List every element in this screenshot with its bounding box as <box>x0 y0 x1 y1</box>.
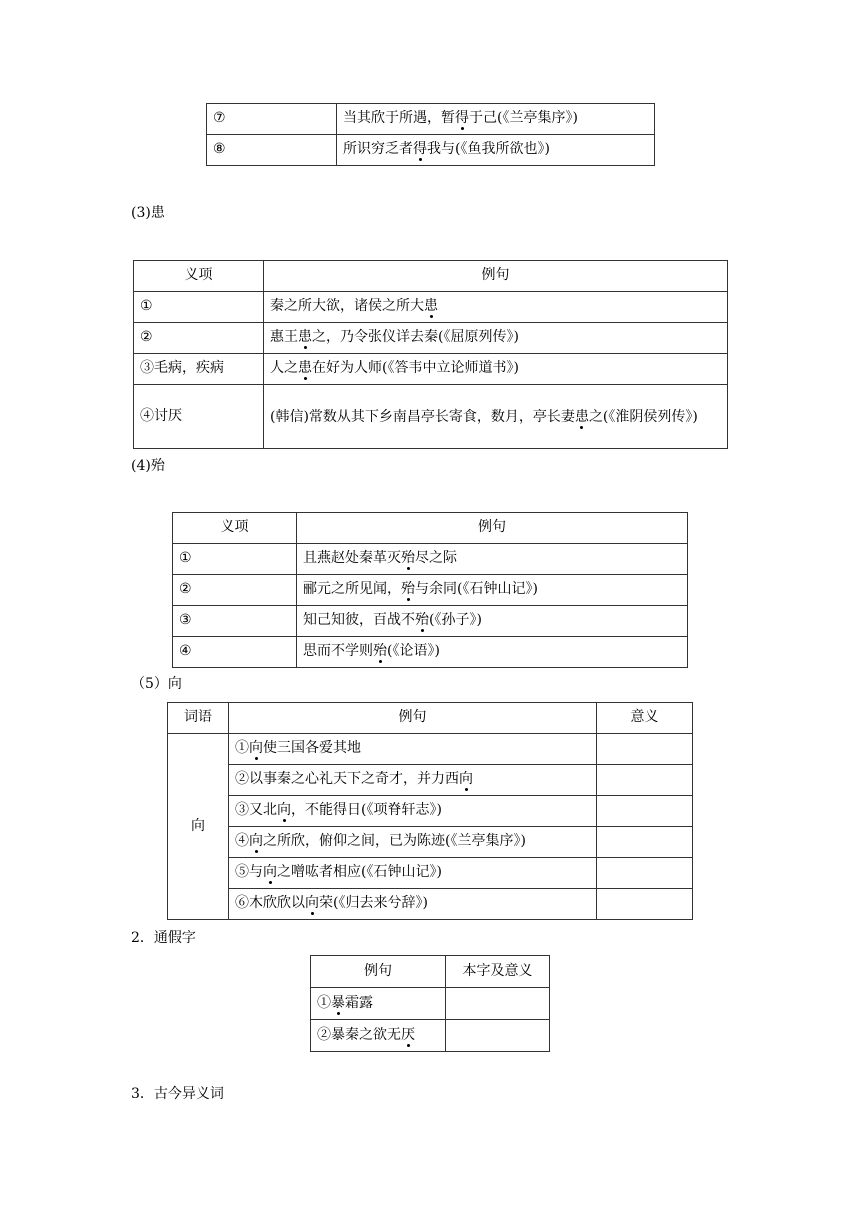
column-header: 例句 <box>264 261 728 292</box>
meaning-cell: ③ <box>173 606 297 637</box>
meaning-cell: ② <box>173 575 297 606</box>
table-row <box>134 323 728 354</box>
meaning-cell: ④ <box>173 637 297 668</box>
column-header: 例句 <box>311 956 446 988</box>
table-row <box>168 734 693 765</box>
meaning-cell: ⑧ <box>207 135 337 166</box>
example-cell: ④向之所欣，俯仰之间，已为陈迹(《兰亭集序》) <box>229 827 597 858</box>
table-row <box>173 637 688 668</box>
table-row <box>168 796 693 827</box>
emphasis-char: 向 <box>263 864 277 881</box>
answer-cell[interactable] <box>597 734 693 765</box>
example-cell: 惠王患之，乃令张仪详去秦(《屈原列传》) <box>264 323 728 354</box>
table-row <box>168 827 693 858</box>
section-heading-tongjiazi: 2．通假字 <box>131 930 196 946</box>
emphasis-char: 殆 <box>373 643 387 660</box>
answer-cell[interactable] <box>446 1020 550 1052</box>
table-row <box>173 544 688 575</box>
section-heading-huan: (3)患 <box>131 205 165 221</box>
meaning-cell: ① <box>134 292 264 323</box>
table-header-row <box>311 956 550 988</box>
section-heading-gujin: 3．古今异义词 <box>131 1086 224 1102</box>
emphasis-char: 得 <box>455 110 469 127</box>
example-cell: 当其欣于所遇，暂得于己(《兰亭集序》) <box>337 104 655 135</box>
table-row <box>134 385 728 449</box>
table-top <box>206 103 655 166</box>
emphasis-char: 得 <box>413 141 427 158</box>
section-heading-xiang: （5）向 <box>131 676 182 692</box>
table-row <box>311 988 550 1020</box>
example-cell: ⑥木欣欣以向荣(《归去来兮辞》) <box>229 889 597 920</box>
table-huan <box>133 260 728 449</box>
answer-cell[interactable] <box>597 827 693 858</box>
emphasis-char: 向 <box>305 895 319 912</box>
table-row <box>207 135 655 166</box>
emphasis-char: 患 <box>424 298 438 315</box>
table-header-row <box>134 261 728 292</box>
example-cell: 人之患在好为人师(《答韦中立论师道书》) <box>264 354 728 385</box>
table-row <box>311 1020 550 1052</box>
meaning-cell: ① <box>173 544 297 575</box>
column-header: 义项 <box>134 261 264 292</box>
table-header-row <box>168 703 693 734</box>
emphasis-char: 殆 <box>401 550 415 567</box>
meaning-cell: ③毛病，疾病 <box>134 354 264 385</box>
column-header: 例句 <box>229 703 597 734</box>
answer-cell[interactable] <box>446 988 550 1020</box>
table-row <box>173 575 688 606</box>
emphasis-char: 患 <box>298 329 312 346</box>
emphasis-char: 向 <box>249 833 263 850</box>
table-row <box>168 889 693 920</box>
word-cell: 向 <box>168 734 229 920</box>
table-tongjiazi <box>310 955 550 1052</box>
table-row <box>134 292 728 323</box>
emphasis-char: 暴 <box>331 994 345 1011</box>
example-cell: ⑤与向之噌吰者相应(《石钟山记》) <box>229 858 597 889</box>
example-cell: 秦之所大欲，诸侯之所大患 <box>264 292 728 323</box>
answer-cell[interactable] <box>597 889 693 920</box>
emphasis-char: 向 <box>459 771 473 788</box>
answer-cell[interactable] <box>597 796 693 827</box>
meaning-cell: ⑦ <box>207 104 337 135</box>
emphasis-char: 患 <box>574 408 589 425</box>
meaning-cell: ② <box>134 323 264 354</box>
example-cell: ②以事秦之心礼天下之奇才，并力西向 <box>229 765 597 796</box>
emphasis-char: 殆 <box>401 581 415 598</box>
emphasis-char: 殆 <box>415 612 429 629</box>
answer-cell[interactable] <box>597 765 693 796</box>
column-header: 例句 <box>297 513 688 544</box>
section-heading-dai: (4)殆 <box>131 458 165 474</box>
example-cell: ③又北向，不能得日(《项脊轩志》) <box>229 796 597 827</box>
column-header: 词语 <box>168 703 229 734</box>
emphasis-char: 患 <box>298 360 312 377</box>
column-header: 义项 <box>173 513 297 544</box>
emphasis-char: 向 <box>277 802 291 819</box>
table-row <box>134 354 728 385</box>
example-cell: 思而不学则殆(《论语》) <box>297 637 688 668</box>
table-dai <box>172 512 688 668</box>
example-cell: ②暴秦之欲无厌 <box>311 1020 446 1052</box>
meaning-cell: ④讨厌 <box>134 385 264 449</box>
example-cell: 郦元之所见闻，殆与余同(《石钟山记》) <box>297 575 688 606</box>
example-cell: 所识穷乏者得我与(《鱼我所欲也》) <box>337 135 655 166</box>
table-header-row <box>173 513 688 544</box>
emphasis-char: 向 <box>249 740 263 757</box>
emphasis-char: 厌 <box>401 1026 415 1043</box>
table-row <box>168 765 693 796</box>
example-cell: 且燕赵处秦革灭殆尽之际 <box>297 544 688 575</box>
example-cell: (韩信)常数从其下乡南昌亭长寄食，数月，亭长妻患之(《淮阴侯列传》) <box>264 385 728 449</box>
example-cell: ①向使三国各爱其地 <box>229 734 597 765</box>
table-row <box>168 858 693 889</box>
table-row <box>207 104 655 135</box>
column-header: 意义 <box>597 703 693 734</box>
answer-cell[interactable] <box>597 858 693 889</box>
example-cell: ①暴霜露 <box>311 988 446 1020</box>
table-xiang <box>167 702 693 920</box>
example-cell: 知己知彼，百战不殆(《孙子》) <box>297 606 688 637</box>
table-row <box>173 606 688 637</box>
column-header: 本字及意义 <box>446 956 550 988</box>
